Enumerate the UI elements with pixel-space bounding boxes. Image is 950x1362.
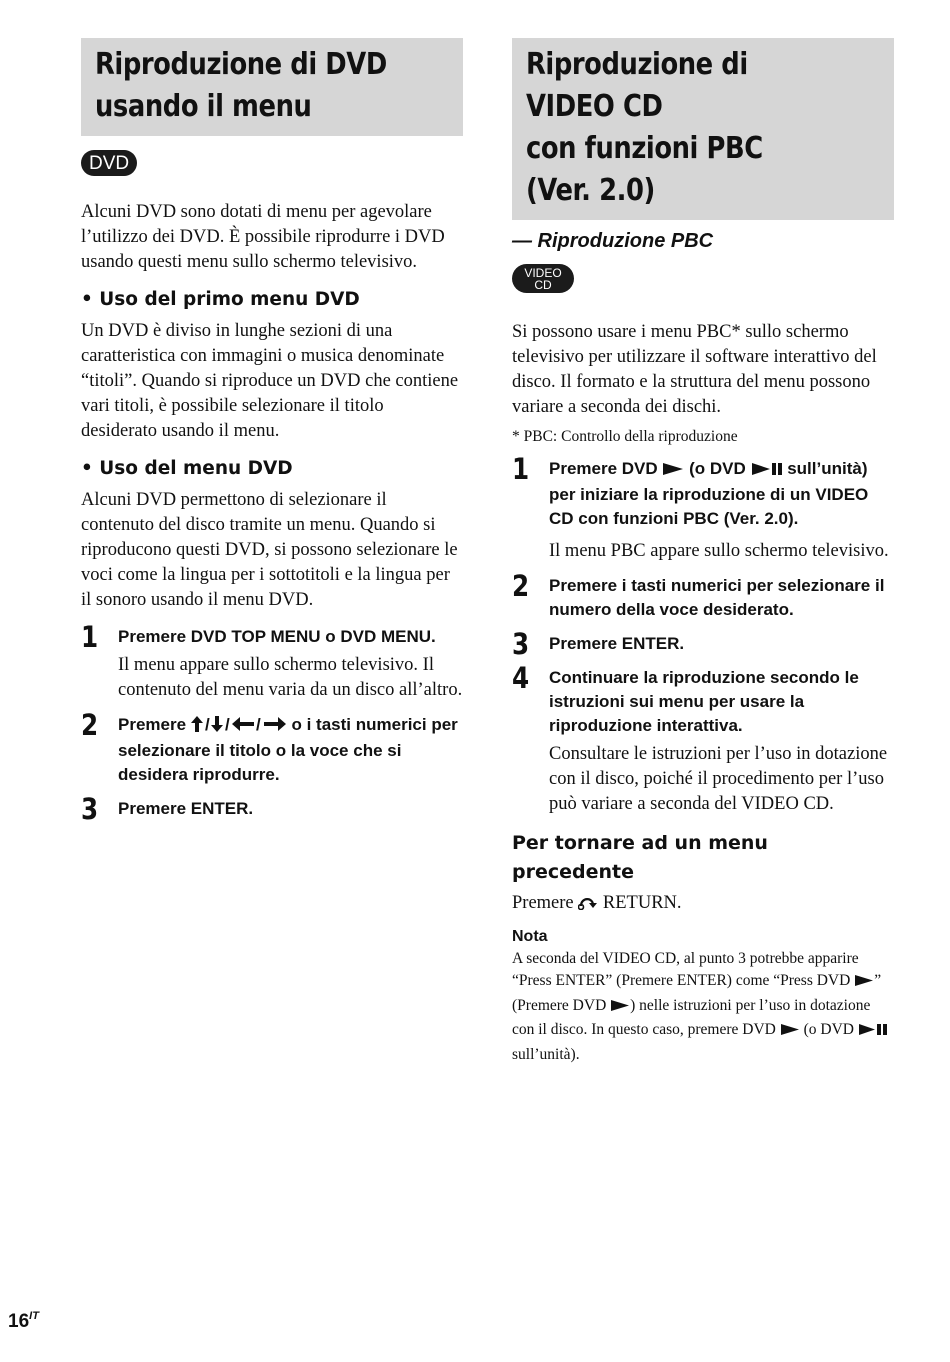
play-pause-icon xyxy=(751,459,783,483)
svg-text:/: / xyxy=(204,716,210,732)
play-icon xyxy=(610,997,630,1020)
return-text-pre: Premere xyxy=(512,892,579,913)
page-number-value: 16 xyxy=(8,1311,30,1332)
left-sec2-heading xyxy=(81,456,463,482)
step-instruction xyxy=(118,713,463,787)
play-icon xyxy=(662,459,684,483)
right-step-3 xyxy=(512,626,894,661)
step-instruction: Premere ENTER. xyxy=(549,633,685,653)
step-text-c: sull’unità) per iniziare la riproduzione di un VIDEO CD con funzioni PBC (Ver. 2.0). xyxy=(549,458,869,528)
dvd-badge: DVD xyxy=(81,150,137,176)
nota-text xyxy=(512,948,894,1067)
step-text-post: o i tasti numerici per selezionare il titolo o la voce che si desidera riprodurre. xyxy=(118,715,458,784)
step-instruction: Premere DVD TOP MENU o DVD MENU. xyxy=(118,627,436,646)
step-instruction: Continuare la riproduzione secondo le istruzioni sui menu per usare la riproduzione interattiva. xyxy=(549,667,859,735)
left-sec2-text: Alcuni DVD permettono di selezionare il contenuto del disco tramite un menu. Quando si riproducono questi DVD, si possono selezionare le voci come la lingua per i sottotitoli e la lingua per il sonoro usando il menu DVD. xyxy=(81,490,458,610)
left-step-2 xyxy=(81,708,463,787)
right-title-box xyxy=(512,38,894,220)
nota-text-a: A seconda del VIDEO CD, al punto 3 potrebbe apparire “Press ENTER” (Premere ENTER) come “Press DVD xyxy=(512,949,859,989)
left-intro: Alcuni DVD sono dotati di menu per agevolare l’utilizzo dei DVD. È possibile riprodurre i DVD usando questi menu sullo schermo televisivo. xyxy=(81,202,445,272)
page-language-suffix: IT xyxy=(29,1310,39,1322)
svg-text:/: / xyxy=(255,716,261,732)
return-text-post: RETURN. xyxy=(598,892,682,913)
nota-text-c: ) nelle istruzioni per l’uso in dotazione con il disco. In questo caso, premere DVD xyxy=(512,996,871,1038)
left-sec1-title: Uso del primo menu DVD xyxy=(99,289,360,310)
step-description: Il menu PBC appare sullo schermo televisivo. xyxy=(549,540,889,561)
step-description: Consultare le istruzioni per l’uso in dotazione con il disco, poiché il procedimento per l’uso può variare a seconda del VIDEO CD. xyxy=(549,743,888,814)
step-number: 2 xyxy=(512,568,530,603)
step-instruction xyxy=(549,457,894,531)
right-subtitle: — Riproduzione PBC xyxy=(512,230,714,252)
right-step-1 xyxy=(512,451,894,564)
left-column xyxy=(81,38,463,826)
nota-text-e: sull’unità). xyxy=(512,1045,580,1063)
bullet-icon: • xyxy=(81,289,100,310)
arrow-keys-icon xyxy=(191,715,287,739)
step-description: Il menu appare sullo schermo televisivo. Il contenuto del menu varia da un disco all’altro. xyxy=(118,655,463,700)
return-icon xyxy=(578,893,598,918)
video-cd-badge xyxy=(512,264,574,293)
left-title: Riproduzione di DVD usando il menu xyxy=(95,47,387,124)
return-text xyxy=(512,891,894,918)
right-column xyxy=(512,38,894,1066)
step-text-a: Premere DVD xyxy=(549,458,663,478)
nota-text-d: (o DVD xyxy=(799,1021,858,1038)
right-step-2 xyxy=(512,568,894,622)
step-instruction: Premere ENTER. xyxy=(118,799,254,818)
right-footnote: * PBC: Controllo della riproduzione xyxy=(512,428,738,445)
left-step-1 xyxy=(81,620,463,703)
nota-text-b: ” (Premere DVD xyxy=(512,972,882,1014)
play-icon xyxy=(854,972,874,995)
video-cd-badge-line1: VIDEO xyxy=(524,266,562,280)
step-number: 2 xyxy=(81,708,99,742)
left-title-box xyxy=(81,38,463,136)
right-intro: Si possono usare i menu PBC* sullo schermo televisivo per utilizzare il software interattivo del disco. Il formato e la struttura del menu possono variare a seconda dei dischi. xyxy=(512,322,877,417)
play-icon xyxy=(780,1021,800,1044)
step-number: 1 xyxy=(512,451,530,486)
left-step-3 xyxy=(81,792,463,826)
play-pause-icon xyxy=(858,1021,888,1044)
left-sec1-heading xyxy=(81,287,463,313)
return-heading: Per tornare ad un menu precedente xyxy=(512,831,768,883)
svg-text:/: / xyxy=(224,716,230,732)
right-title: Riproduzione di VIDEO CD con funzioni PBC (Ver. 2.0) xyxy=(526,47,763,208)
step-number: 3 xyxy=(512,626,530,661)
nota-label: Nota xyxy=(512,927,548,945)
step-number: 4 xyxy=(512,660,530,695)
bullet-icon: • xyxy=(81,458,100,479)
step-instruction: Premere i tasti numerici per selezionare il numero della voce desiderato. xyxy=(549,575,885,619)
right-step-4 xyxy=(512,660,894,817)
step-number: 1 xyxy=(81,620,99,654)
video-cd-badge-line2: CD xyxy=(534,278,552,292)
step-number: 3 xyxy=(81,792,99,826)
left-sec2-title: Uso del menu DVD xyxy=(99,458,293,479)
step-text-pre: Premere xyxy=(118,715,191,734)
page-number xyxy=(8,1310,39,1333)
step-text-b: (o DVD xyxy=(684,458,751,478)
left-sec1-text: Un DVD è diviso in lunghe sezioni di una caratteristica con immagini o musica denominate “titoli”. Quando si riproduce un DVD che contiene vari titoli, è possibile selezionare il titolo desiderato usando il menu. xyxy=(81,321,459,441)
